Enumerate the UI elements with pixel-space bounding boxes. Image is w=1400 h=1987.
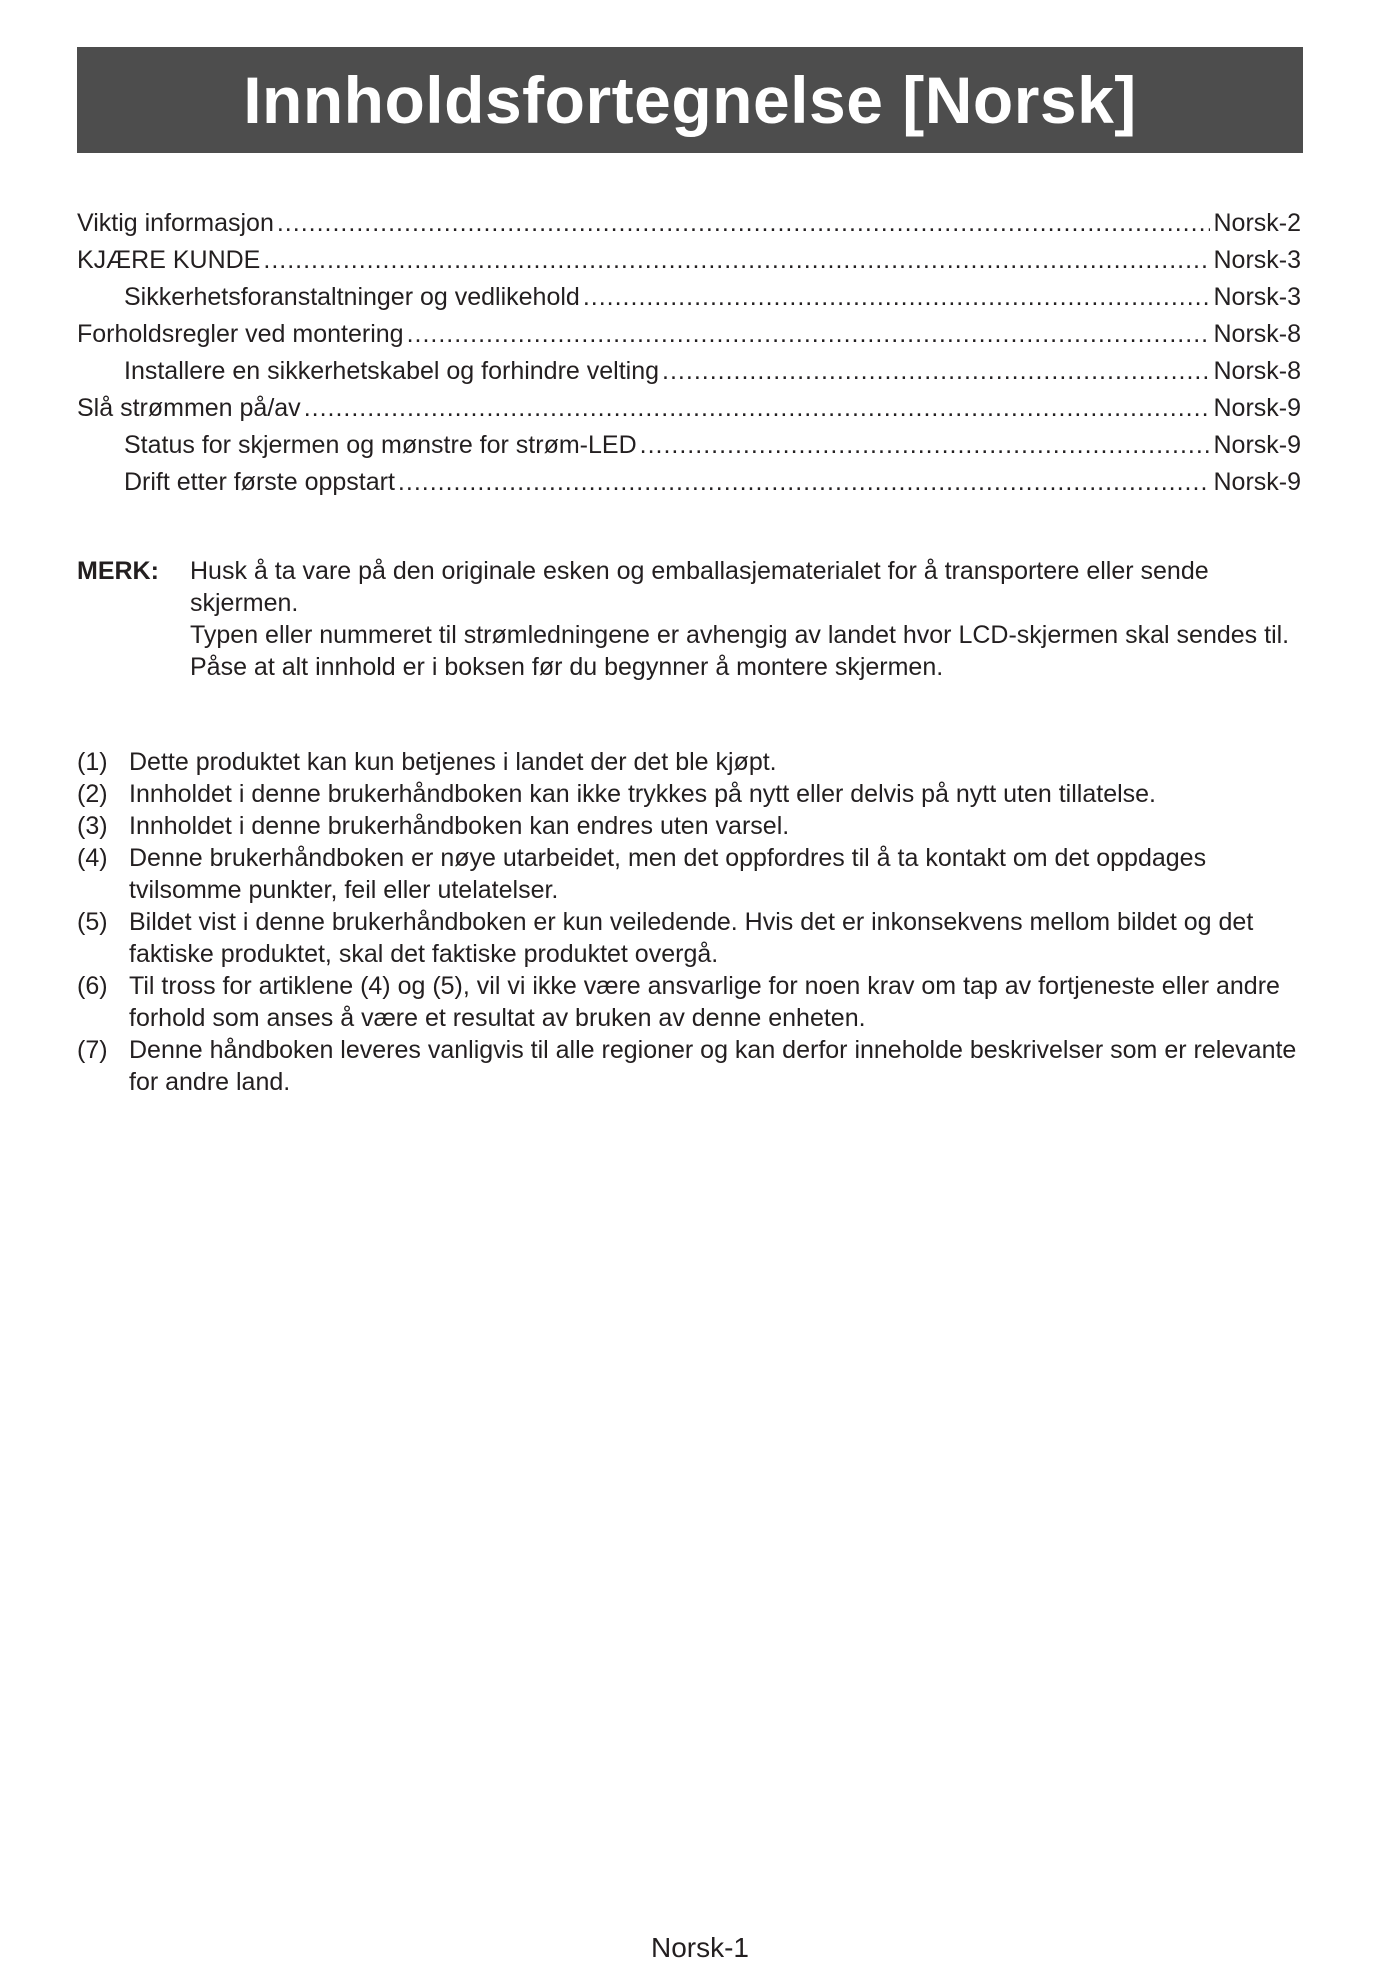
list-item-text: Denne brukerhåndboken er nøye utarbeidet, men det oppfordres til å ta kontakt om det oppdages tvilsomme punkter, feil eller utelatelser. [129, 844, 1207, 904]
toc-leader-dots [662, 353, 1210, 390]
page-number: Norsk-1 [650, 1932, 749, 1963]
toc-leader-dots [277, 205, 1211, 242]
list-item [77, 778, 1307, 810]
toc-subentry[interactable] [77, 464, 1301, 501]
note-label: MERK: [77, 557, 159, 585]
list-item-text: Innholdet i denne brukerhåndboken kan endres uten varsel. [129, 812, 790, 840]
list-item-number: (7) [77, 1036, 108, 1064]
toc-entry-title: Sikkerhetsforanstaltninger og vedlikehold [124, 283, 580, 311]
toc-entry-title: Installere en sikkerhetskabel og forhindre velting [124, 357, 660, 385]
toc-entry-title: Forholdsregler ved montering [77, 320, 404, 348]
toc-entry-page: Norsk-3 [1213, 283, 1301, 311]
toc-leader-dots [304, 390, 1211, 427]
toc-entry-page: Norsk-9 [1213, 431, 1301, 459]
toc-entry-title: Viktig informasjon [77, 209, 274, 237]
list-item-text: Denne håndboken leveres vanligvis til alle regioner og kan derfor inneholde beskrivelser som er relevante for andre land. [129, 1036, 1297, 1096]
toc-leader-dots [407, 316, 1211, 353]
table-of-contents [77, 205, 1301, 501]
toc-entry[interactable] [77, 316, 1301, 353]
toc-entry-page: Norsk-2 [1213, 209, 1301, 237]
toc-entry-title: Status for skjermen og mønstre for strøm-LED [124, 431, 637, 459]
note-line: Påse at alt innhold er i boksen før du begynner å montere skjermen. [190, 653, 944, 681]
note-body [190, 555, 1307, 683]
toc-entry-title: Slå strømmen på/av [77, 394, 301, 422]
toc-entry-page: Norsk-3 [1213, 246, 1301, 274]
toc-entry-title: Drift etter første oppstart [124, 468, 395, 496]
list-item [77, 970, 1307, 1034]
toc-leader-dots [398, 464, 1211, 501]
toc-subentry[interactable] [77, 353, 1301, 390]
list-item [77, 810, 1307, 842]
list-item [77, 1034, 1307, 1098]
toc-entry[interactable] [77, 205, 1301, 242]
list-item-text: Dette produktet kan kun betjenes i landet der det ble kjøpt. [129, 748, 777, 776]
toc-entry[interactable] [77, 242, 1301, 279]
list-item-text: Bildet vist i denne brukerhåndboken er kun veiledende. Hvis det er inkonsekvens mellom bildet og det faktiske produktet, skal det faktiske produktet overgå. [129, 908, 1254, 968]
list-item-number: (6) [77, 972, 108, 1000]
numbered-list [77, 746, 1307, 1098]
note-section [77, 555, 1307, 683]
list-item [77, 746, 1307, 778]
toc-subentry[interactable] [77, 427, 1301, 464]
list-item-number: (4) [77, 844, 108, 872]
toc-entry-page: Norsk-9 [1213, 394, 1301, 422]
toc-subentry[interactable] [77, 279, 1301, 316]
toc-entry-page: Norsk-8 [1213, 357, 1301, 385]
toc-leader-dots [640, 427, 1211, 464]
list-item-number: (3) [77, 812, 108, 840]
list-item-text: Til tross for artiklene (4) og (5), vil vi ikke være ansvarlige for noen krav om tap av fortjeneste eller andre forhold som anses å være et resultat av bruken av denne enheten. [129, 972, 1280, 1032]
list-item-number: (2) [77, 780, 108, 808]
title-bar [77, 47, 1303, 153]
list-item-text: Innholdet i denne brukerhåndboken kan ikke trykkes på nytt eller delvis på nytt uten tillatelse. [129, 780, 1157, 808]
page-title: Innholdsfortegnelse [Norsk] [243, 63, 1137, 137]
toc-entry-page: Norsk-9 [1213, 468, 1301, 496]
toc-leader-dots [583, 279, 1211, 316]
list-item-number: (1) [77, 748, 108, 776]
note-line: Husk å ta vare på den originale esken og emballasjematerialet for å transportere eller sende skjermen. [190, 557, 1209, 617]
note-line: Typen eller nummeret til strømledningene er avhengig av landet hvor LCD-skjermen skal sendes til. [190, 621, 1290, 649]
list-item [77, 842, 1307, 906]
list-item [77, 906, 1307, 970]
toc-leader-dots [263, 242, 1210, 279]
list-item-number: (5) [77, 908, 108, 936]
toc-entry[interactable] [77, 390, 1301, 427]
toc-entry-page: Norsk-8 [1213, 320, 1301, 348]
toc-entry-title: KJÆRE KUNDE [77, 246, 261, 274]
